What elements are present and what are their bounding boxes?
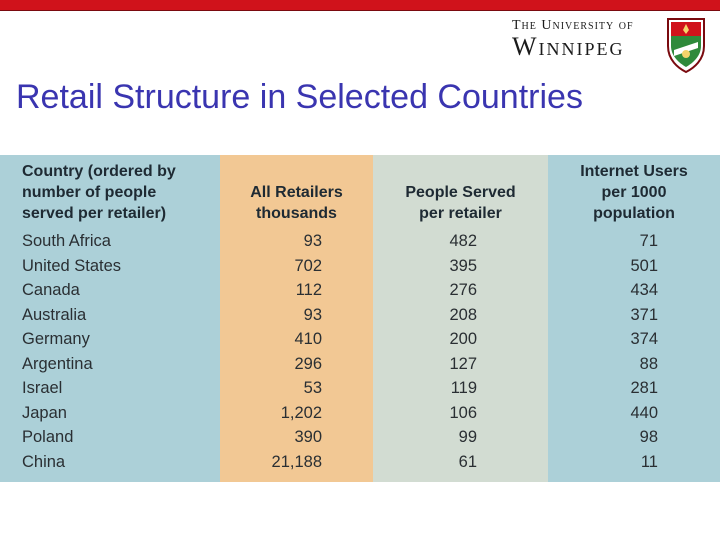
table-cell: Argentina xyxy=(22,354,93,373)
retailers-column-header xyxy=(220,182,373,224)
country-column-header xyxy=(22,161,220,224)
header-line: per retailer xyxy=(419,205,502,222)
header-line: population xyxy=(593,205,675,222)
table-cell: 61 xyxy=(458,452,477,471)
header-line: Internet Users xyxy=(580,163,688,180)
table-cell: 1,202 xyxy=(280,403,322,422)
table-cell: 119 xyxy=(450,379,477,397)
table-cell: 106 xyxy=(449,403,477,422)
logo-text xyxy=(512,18,660,62)
slide-title: Retail Structure in Selected Countries xyxy=(16,78,583,116)
table-cell: 374 xyxy=(630,330,658,348)
header-line: Country (ordered by xyxy=(22,163,176,180)
header-line: People Served xyxy=(405,184,516,201)
table-cell: 53 xyxy=(303,379,322,397)
top-accent-bar xyxy=(0,0,720,11)
table-cell: Australia xyxy=(22,305,87,324)
internet-users-column xyxy=(548,155,720,482)
crest-icon xyxy=(664,16,708,74)
table-cell: 93 xyxy=(303,305,322,324)
table-cell: 99 xyxy=(458,428,477,446)
table-cell: 208 xyxy=(449,305,477,324)
table-cell: 482 xyxy=(449,232,477,250)
header-line: thousands xyxy=(256,205,337,222)
table-cell: 93 xyxy=(303,232,322,250)
header-line: per 1000 xyxy=(601,184,667,201)
table-cell: 71 xyxy=(639,232,658,250)
table-cell: Japan xyxy=(22,403,67,422)
table-cell: 390 xyxy=(294,428,322,446)
table-cell: 11 xyxy=(640,452,658,471)
country-column xyxy=(0,155,220,482)
table-cell: 88 xyxy=(639,354,658,373)
table-cell: 112 xyxy=(295,281,322,299)
header-line: number of people xyxy=(22,184,157,201)
retail-table xyxy=(0,155,720,482)
people-served-column xyxy=(373,155,548,482)
table-cell: Germany xyxy=(22,330,90,348)
table-cell: Israel xyxy=(22,379,63,397)
table-cell: China xyxy=(22,452,66,471)
header-line: All Retailers xyxy=(250,184,343,201)
table-cell: 501 xyxy=(630,256,658,275)
table-cell: 276 xyxy=(449,281,477,299)
people-served-column-header xyxy=(373,182,548,224)
table-cell: 296 xyxy=(294,354,322,373)
table-cell: 434 xyxy=(630,281,658,299)
table-cell: 281 xyxy=(630,379,658,397)
table-cell: 410 xyxy=(294,330,322,348)
table-cell: 21,188 xyxy=(271,452,322,471)
table-cell: 371 xyxy=(630,305,658,324)
table-cell: Canada xyxy=(22,281,80,299)
table-cell: South Africa xyxy=(22,232,111,250)
logo-line2: Winnipeg xyxy=(512,32,625,61)
table-cell: 395 xyxy=(449,256,477,275)
table-cell: United States xyxy=(22,256,122,275)
university-logo xyxy=(512,16,712,74)
table-cell: 98 xyxy=(639,428,658,446)
table-cell: 127 xyxy=(449,354,477,373)
table-cell: 440 xyxy=(630,403,658,422)
logo-line1: The University of xyxy=(512,18,634,33)
internet-users-column-header xyxy=(548,161,720,224)
retailers-column xyxy=(220,155,373,482)
table-cell: 702 xyxy=(294,256,322,275)
header-line: served per retailer) xyxy=(22,205,167,222)
table-cell: Poland xyxy=(22,428,74,446)
table-cell: 200 xyxy=(449,330,477,348)
